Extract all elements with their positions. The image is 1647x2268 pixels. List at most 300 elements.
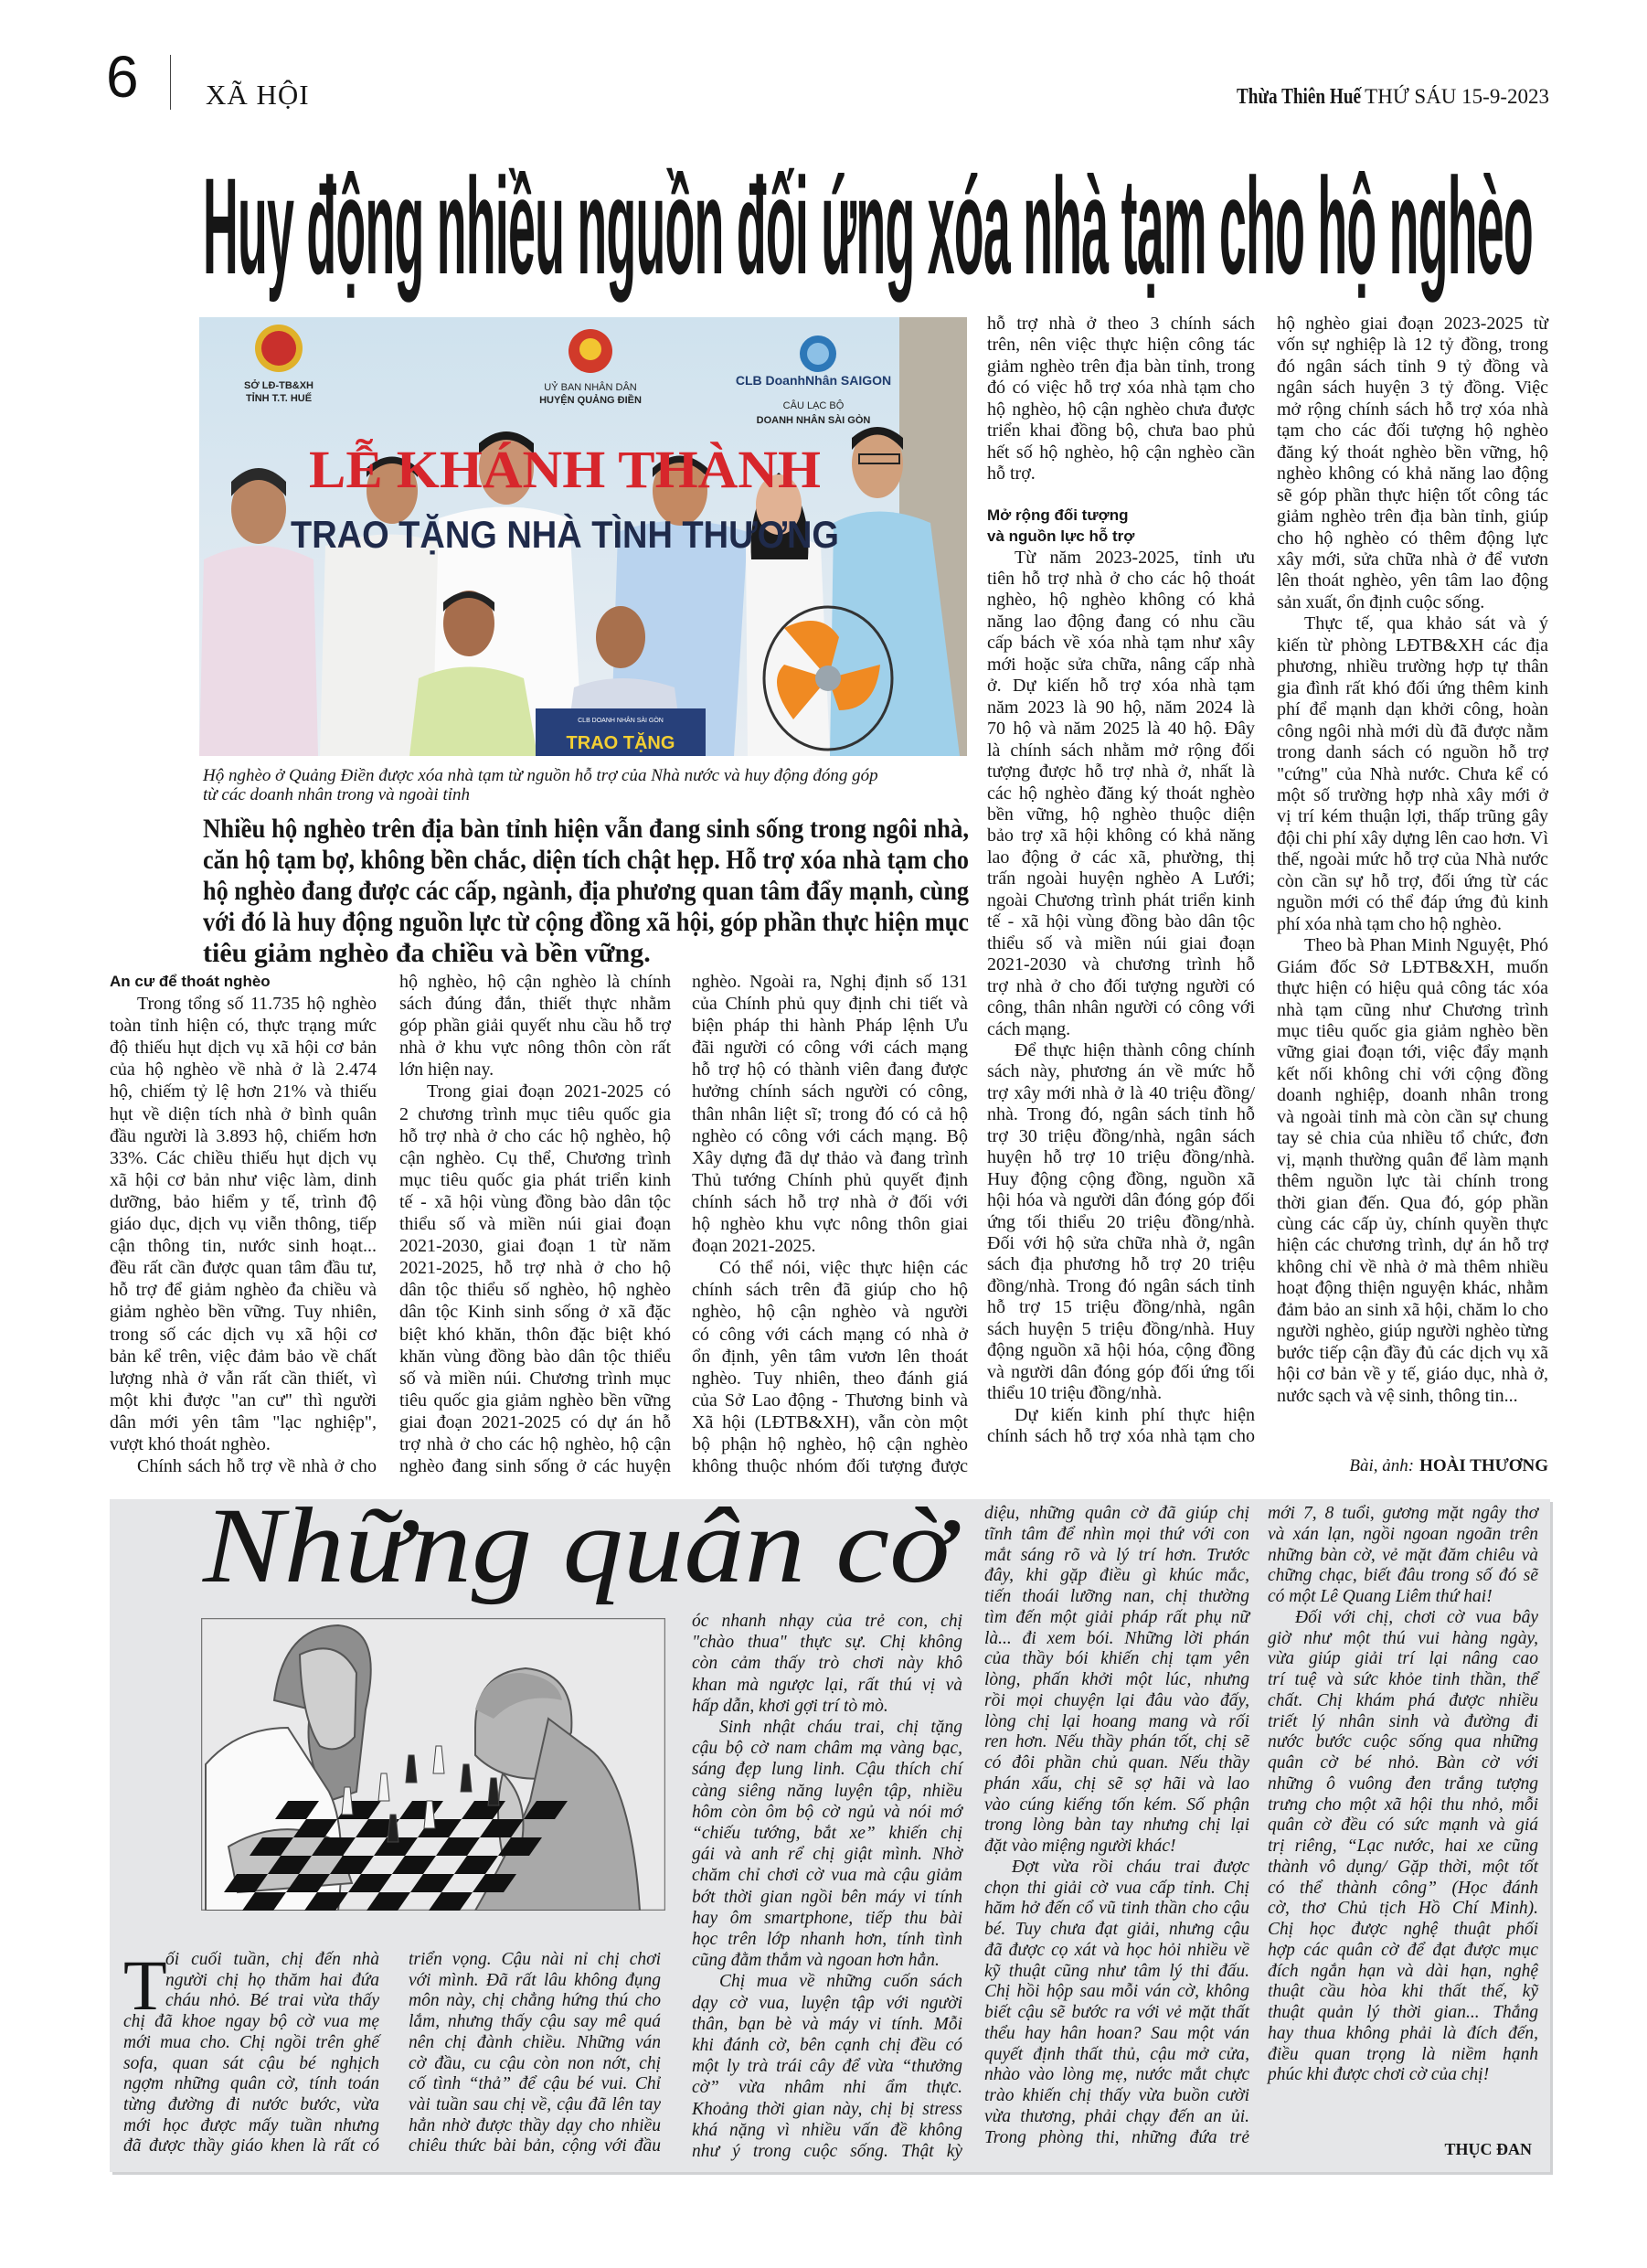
text-line-content: đăng ký thoát nghèo bền vững, hộ [1277, 442, 1548, 463]
text-line-content: của hộ nghèo về nhà ở là 2.474 [110, 1059, 377, 1081]
text-line-content: vững giai đoạn tới, việc đẩy mạnh [1277, 1042, 1548, 1063]
text-line-content: lượng nhà ở vẫn rất cần thiết, vì [110, 1368, 377, 1389]
banner-subtitle: TRAO TẶNG NHÀ TÌNH THƯƠNG [291, 513, 839, 556]
text-line-content: huyện hỗ trợ 10 triệu đồng/nhà. [987, 1147, 1255, 1168]
text-line [692, 1653, 962, 1674]
text-line [692, 1865, 962, 1886]
text-line-content: nghèo, hộ cận nghèo và người [692, 1302, 968, 1323]
text-line [1277, 1128, 1548, 1149]
text-line-content: thành vô dụng/ Gặp thời, một tốt [1268, 1857, 1538, 1877]
text-line-content: cũng đằm thắm và ngoan hơn hẳn. [692, 1951, 940, 1971]
text-line [203, 766, 971, 785]
text-line [984, 1815, 1249, 1837]
text-line [987, 1383, 1255, 1404]
text-line [692, 1632, 962, 1653]
text-line [1268, 1525, 1538, 1546]
text-line [987, 1405, 1255, 1426]
text-line-content: quân cờ bé nhỏ. Bàn cờ với [1268, 1753, 1538, 1773]
text-line-content: chính sách hỗ trợ xóa nhà tạm cho [987, 1426, 1255, 1447]
text-line-content: hợp các quân cờ để đạt được mục [1268, 1940, 1538, 1960]
text-line-content: cờ, thơ Chủ tịch Hồ Chí Minh). [1268, 1899, 1538, 1919]
text-line-content: người nghèo, giúp người nghèo từng [1277, 1321, 1548, 1342]
text-line [1268, 2065, 1538, 2086]
text-line-content: chững chạc, biết đâu trong số đó sẽ [1268, 1566, 1538, 1586]
text-line [692, 2056, 962, 2077]
text-line [692, 1611, 962, 1632]
text-line-content: Khoảng thời gian này, chị bị stress [692, 2099, 962, 2119]
text-line [987, 868, 1255, 889]
banner-title: LỄ KHÁNH THÀNH [309, 440, 821, 499]
text-line [987, 1190, 1255, 1211]
text-line-content: đãi người có công với cách mạng [692, 1038, 968, 1059]
text-line-content: Trong giai đoạn 2021-2025 có [427, 1081, 671, 1102]
text-line [399, 1433, 671, 1455]
text-line-content: phúc khi được chơi cờ của chị! [1268, 2065, 1490, 2085]
text-line [399, 1301, 671, 1323]
paper-name: Thừa Thiên Huế [1237, 85, 1362, 109]
text-line [984, 2086, 1249, 2107]
text-line [987, 335, 1255, 356]
text-line [692, 2014, 962, 2035]
article-column-1 [110, 971, 377, 1477]
org3-line1: CÂU LẠC BỘ [782, 400, 845, 411]
text-line-content: cho hộ nghèo có thêm động lực [1277, 527, 1548, 548]
text-line-content: đây, khi gặp điều gì khúc mắc, [984, 1566, 1249, 1586]
org3-line2: DOANH NHÂN SÀI GÒN [756, 415, 871, 426]
text-line [987, 783, 1255, 804]
text-line [987, 378, 1255, 399]
text-line-content: biệt khó khăn, thôn đặc biệt khó [399, 1324, 671, 1345]
text-line-content: trí tuệ và sức khỏe tinh thần, thể [1268, 1670, 1538, 1689]
text-line [984, 1525, 1249, 1546]
text-line [399, 1191, 671, 1213]
text-line [1277, 849, 1548, 870]
text-line [110, 1279, 377, 1301]
text-line [409, 2136, 661, 2157]
text-line-content: vị trí kém thuận lợi, thấp trũng gây [1277, 806, 1548, 827]
text-line-content: bớt thời gian ngồi bên máy vi tính [692, 1887, 962, 1907]
donation-sign [536, 708, 706, 756]
text-line-content: triển vọng. Cậu nài nỉ chị chơi [409, 1950, 661, 1969]
text-line-content: thêm nguồn lực tài chính trong [1277, 1171, 1548, 1192]
text-line [692, 1346, 968, 1368]
text-line-content: ren hơn. Nếu thầy phán tốt, chị sẽ [984, 1732, 1249, 1752]
text-line [987, 804, 1255, 825]
text-line-content: vốn sự nghiệp là 12 tỷ đồng, trong [1277, 335, 1548, 356]
text-line [987, 676, 1255, 697]
text-line-content: An cư để thoát nghèo [110, 973, 271, 990]
text-line [987, 1169, 1255, 1190]
text-line [987, 1040, 1255, 1061]
text-line [987, 890, 1255, 911]
text-line [987, 697, 1255, 719]
text-line [399, 1368, 671, 1390]
subheading [987, 526, 1255, 547]
text-line-content: hộ nghèo giai đoạn 2023-2025 từ [1277, 314, 1548, 334]
feature-column-4 [984, 1504, 1249, 2148]
text-line-content: trị riêng, “Lạc nước, hai xe cũng [1268, 1837, 1538, 1856]
text-line-content: "chào thua" thực sự. Chị không [692, 1633, 962, 1653]
text-line [987, 399, 1255, 421]
text-line [984, 1795, 1249, 1816]
text-line-content: độ thiếu hụt dịch vụ xã hội cơ bản [110, 1038, 377, 1059]
text-line [692, 2141, 962, 2162]
text-line-content: hội hóa và người dân đóng góp đối [987, 1190, 1255, 1211]
text-line [1268, 1795, 1538, 1816]
text-line [1277, 699, 1548, 720]
text-line [1277, 1386, 1548, 1407]
text-line [1277, 957, 1548, 978]
text-line [399, 1147, 671, 1169]
text-line [123, 1971, 379, 1992]
text-line [984, 1608, 1249, 1629]
text-line [409, 2095, 661, 2116]
article-lead [203, 814, 969, 969]
text-line [110, 1433, 377, 1455]
text-line-content: còn cảm thấy trò chơi này khô [692, 1654, 962, 1674]
text-line [203, 785, 971, 804]
text-line-content: bảo trợ xã hội không có khả năng [987, 825, 1255, 847]
text-line-content: trưng cho một xã hội thu nhỏ, mỗi [1268, 1794, 1538, 1815]
text-line-content: Hộ nghèo ở Quảng Điền được xóa nhà tạm từ nguồn hỗ trợ của Nhà nước và huy động đóng góp [203, 766, 878, 785]
text-line-content: gái và anh rể chị giật mình. Nhờ [692, 1845, 962, 1865]
text-line [1268, 1504, 1538, 1525]
text-line-content: Giám đốc Sở LĐTB&XH, muốn [1277, 956, 1548, 977]
text-line-content: khi đánh cờ, bên cạnh chị đều có [692, 2036, 962, 2056]
text-line [399, 1411, 671, 1433]
text-line [987, 1019, 1255, 1040]
text-line-content: lớn hiện nay. [399, 1059, 494, 1081]
text-line [692, 1191, 968, 1213]
text-line [692, 2077, 962, 2098]
text-line-content: Chị học được nghệ thuật phối [1268, 1920, 1538, 1939]
text-line [987, 421, 1255, 442]
text-line [1277, 485, 1548, 506]
text-line-content: hộ nghèo đang được các cấp, ngành, địa phương quan tâm đẩy mạnh, cùng [203, 876, 969, 906]
text-line [692, 971, 968, 993]
text-line-content: có công với cách mạng có nhà ở [692, 1324, 968, 1345]
text-line-content: sách này, phương án về mức hỗ [987, 1061, 1255, 1082]
text-line [110, 1125, 377, 1147]
article-column-2 [399, 971, 671, 1477]
text-line [692, 993, 968, 1015]
text-line-content: là chính sách nhằm mở rộng đối [987, 740, 1255, 761]
text-line [987, 740, 1255, 761]
text-line-content: trợ xây mới nhà ở là 40 triệu đồng/ [987, 1082, 1255, 1103]
text-line [987, 357, 1255, 378]
text-line-content: trong danh sách có nguồn hỗ trợ [1277, 742, 1548, 763]
text-line [1277, 1021, 1548, 1042]
text-line-content: sẽ góp phần thực hiện tốt công tác [1277, 484, 1548, 506]
feature-title [203, 1485, 954, 1611]
text-line-content: có đôi phần chủ quan. Nếu thầy [984, 1753, 1249, 1773]
text-line-content: Chị mua về những cuốn sách [719, 1972, 962, 1992]
text-line-content: không thuộc nhóm đối tượng được [692, 1456, 968, 1477]
text-line-content: sách huyện 5 triệu đồng/nhà. Huy [987, 1318, 1255, 1339]
text-line-content: thểu hay hân hoan? Sau một ván [984, 2023, 1249, 2043]
headline-text: Huy động nhiều nguồn đối ứng xóa nhà tạm cho hộ nghèo [203, 149, 1533, 303]
org2-line1: UỶ BAN NHÂN DÂN [544, 382, 637, 393]
headline [203, 149, 1533, 303]
text-line-content: tiêu giảm nghèo đa chiều và bền vững. [203, 938, 651, 968]
text-line-content: công, thân nhân người có công với [987, 997, 1255, 1018]
text-line-content: khan mà ngược lại, rất thú vị và [692, 1675, 962, 1695]
text-line-content: hộ, chiếm tỷ lệ hơn 21% và thiếu [110, 1081, 377, 1102]
text-line [984, 2045, 1249, 2066]
text-line-content: gia đình rất khó đối ứng thêm kinh [1277, 677, 1548, 698]
text-line [692, 1802, 962, 1823]
text-line-content: vượt khó thoát nghèo. [110, 1433, 271, 1454]
text-line [399, 1015, 671, 1037]
text-line [984, 1566, 1249, 1587]
text-line [692, 1908, 962, 1929]
text-line [987, 1212, 1255, 1233]
text-line-content: sách địa phương hỗ trợ 20 triệu [987, 1254, 1255, 1275]
text-line-content: hấp dẫn, khơi gợi trí tò mò. [692, 1696, 888, 1716]
text-line [409, 1971, 661, 1992]
text-line-content: đoạn 2021-2025. [692, 1236, 816, 1257]
text-line-content: trên, nên việc thực hiện công tác [987, 335, 1255, 356]
text-line [399, 1257, 671, 1279]
text-line-content: phán xấu, chị sẽ sợ hãi và lao [984, 1773, 1249, 1794]
text-line [984, 1732, 1249, 1753]
text-line [1277, 1193, 1548, 1214]
text-line [987, 612, 1255, 633]
text-line [1268, 1566, 1538, 1587]
text-line-content: bé. Tuy chưa đạt giải, nhưng cậu [984, 1920, 1249, 1939]
text-line [110, 1213, 377, 1235]
text-line-content: giai đoạn 2021-2025 có dự án hỗ [399, 1411, 671, 1432]
text-line-content: của thầy bói khiến chị tạm yên [984, 1649, 1249, 1669]
text-line-content: đặt vào miệng người khác! [984, 1837, 1176, 1856]
chess-illustration [201, 1618, 665, 1911]
text-line-content: các hộ nghèo đăng ký thoát nghèo [987, 783, 1255, 804]
text-line [203, 876, 969, 907]
text-line-content: kỹ thuật cũng như tâm lý thi đấu. [984, 1961, 1249, 1981]
article-column-3 [692, 971, 968, 1477]
text-line [987, 463, 1255, 484]
text-line-content: Dự kiến kinh phí thực hiện [1015, 1404, 1255, 1425]
text-line [399, 993, 671, 1015]
text-line-content: Thực tế, qua khảo sát và ý [1304, 613, 1548, 634]
text-line-content: mở rộng chính sách hỗ trợ xóa nhà [1277, 399, 1548, 420]
text-line [409, 2074, 661, 2095]
subheading [987, 505, 1255, 526]
text-line-content: nguồn mới có thể đáp ứng đủ kinh [1277, 892, 1548, 913]
text-line [1277, 378, 1548, 399]
text-line [110, 1103, 377, 1125]
text-line-content: không chỉ về nhà ở mà thêm nhiều [1277, 1256, 1548, 1277]
text-line [110, 1059, 377, 1081]
text-line [692, 2120, 962, 2141]
text-line-content: Xã hội (LĐTB&XH), vẫn còn một [692, 1411, 968, 1432]
text-line-content: mới hoặc sửa chữa, nâng cấp nhà [987, 654, 1255, 675]
text-line [399, 1235, 671, 1257]
text-line-content: xã hội cơ bản như việc làm, dinh [110, 1169, 377, 1190]
text-line [692, 1015, 968, 1037]
text-line [987, 719, 1255, 740]
text-line-content: hỗ trợ nhà ở theo 3 chính sách [987, 314, 1255, 334]
text-line-content: vừa thương, phải chạy đến an ủi. [984, 2106, 1249, 2126]
text-line-content: càng siêng năng luyện tập, nhiều [692, 1781, 962, 1801]
text-line [692, 1675, 962, 1696]
text-line-content: một số trường hợp nhà xây mới ở [1277, 784, 1548, 805]
text-line-content: phí để mạnh dạn khởi công, hoàn [1277, 699, 1548, 720]
text-line-content: trong số các dịch vụ xã hội cơ [110, 1324, 377, 1345]
masthead-info [1206, 86, 1549, 108]
text-line-content: Chị hồi hộp sau mỗi ván cờ, không [984, 1982, 1249, 2002]
text-line-content: nhà. Trong đó, ngân sách tỉnh hỗ [987, 1104, 1255, 1125]
text-line-content: năm 2023 là 90 hộ, năm 2024 là [987, 697, 1255, 718]
text-line [987, 933, 1255, 954]
text-line-content: tượng được hỗ trợ nhà ở, nhất là [987, 761, 1255, 783]
text-line [692, 1823, 962, 1844]
text-line [987, 1147, 1255, 1168]
text-line [1268, 1670, 1538, 1691]
text-line-content: một khi được "an cư" thì người [110, 1390, 377, 1411]
text-line-content: hay thua không phải là đích đến, [1268, 2023, 1538, 2043]
text-line-content: nhào vào lòng mẹ, nước mắt chực [984, 2065, 1249, 2085]
text-line [692, 1759, 962, 1780]
text-line-content: tiêu quốc gia giảm nghèo bền vững [399, 1390, 671, 1411]
text-line [1277, 421, 1548, 442]
text-line-content: hết số hộ nghèo, hộ cận nghèo cần [987, 442, 1255, 463]
text-line [123, 1950, 379, 1971]
text-line [984, 1941, 1249, 1962]
text-line [984, 1546, 1249, 1567]
org3-logo-text: CLB DoanhNhân SAIGON [735, 373, 892, 388]
text-line [987, 1362, 1255, 1383]
text-line [1268, 1546, 1538, 1567]
text-line [984, 1649, 1249, 1670]
text-line [1268, 1608, 1538, 1629]
text-line [1277, 1364, 1548, 1385]
text-line-content: chất. Chị khám phá được nhiều [1268, 1690, 1538, 1710]
text-line-content: và nguồn lực hỗ trợ [987, 527, 1135, 546]
text-line-content: điều quan trọng là niềm hạnh [1268, 2044, 1538, 2064]
text-line-content: quân cờ đều có sức mạnh và giá [1268, 1815, 1538, 1836]
text-line [692, 1887, 962, 1908]
text-line [1277, 1042, 1548, 1063]
text-line-content: thiểu 10 triệu đồng/nhà. [987, 1383, 1163, 1404]
text-line-content: phương, nhiều trường hợp tự thân [1277, 656, 1548, 677]
text-line-content: góp phần giải quyết nhu cầu hỗ trợ [399, 1016, 671, 1037]
text-line-content: học trên lớp nhanh hơn, tính tình [692, 1930, 962, 1950]
text-line-content: biện pháp thi hành Pháp lệnh Ưu [692, 1016, 968, 1037]
text-line-content: một ly trà trái cây để vừa “thưởng [692, 2057, 962, 2077]
text-line [110, 1301, 377, 1323]
text-line [1277, 1150, 1548, 1171]
text-line [984, 1837, 1249, 1858]
text-line [1268, 1629, 1538, 1650]
text-line-content: thời gian đến. Qua đó, góp phần [1277, 1192, 1548, 1213]
text-line [692, 1235, 968, 1257]
text-line-content: với đó là huy động nguồn lực từ cộng đồng xã hội, góp phần thực hiện mục [203, 907, 969, 937]
feature-column-5 [1268, 1504, 1538, 2086]
text-line [409, 1950, 661, 1971]
text-line [692, 1717, 962, 1738]
text-line [984, 1753, 1249, 1774]
text-line-content: chính sách trên đã giúp cho hộ [692, 1280, 968, 1301]
text-line-content: hộ nghèo khu vực nông thôn giai [692, 1214, 968, 1235]
text-line-content: khăn vùng đồng bào dân tộc thiểu [399, 1346, 671, 1367]
text-line [692, 1971, 962, 1992]
text-line [123, 2074, 379, 2095]
text-line [203, 814, 969, 845]
text-line-content: ở. Dự kiến hỗ trợ xóa nhà tạm [987, 676, 1255, 697]
text-line [123, 2012, 379, 2033]
text-line [987, 1126, 1255, 1147]
text-line-content: hăm hở đến cổ vũ tinh thần cho cậu [984, 1899, 1249, 1919]
text-line [1268, 2024, 1538, 2045]
text-line-content: thân nhân liệt sĩ; trong đó có cả hộ [692, 1103, 968, 1124]
text-line [984, 2003, 1249, 2024]
text-line-content: thuật cầu hòa khi thất thế, kỹ [1268, 1982, 1538, 2002]
text-line [984, 1962, 1249, 1983]
text-line-content: đội chi phí xây dựng lên cao hơn. Vì [1277, 827, 1548, 848]
text-line [1277, 656, 1548, 677]
text-line [1277, 1107, 1548, 1128]
text-line [1268, 1941, 1538, 1962]
text-line [987, 1254, 1255, 1275]
text-line-content: và xán lạn, ngồi ngoan ngoãn trên [1268, 1524, 1538, 1544]
text-line-content: có thể thành công” (Học đánh [1268, 1878, 1538, 1898]
text-line [692, 1368, 968, 1390]
national-emblem-icon [568, 329, 612, 373]
text-line-content: dân mới yên tâm "lạc nghiệp", [110, 1411, 377, 1432]
text-line-content: Xây dựng đã dự thảo và đang trình [692, 1147, 968, 1168]
text-line [1277, 1343, 1548, 1364]
text-line-content: dân tộc Kinh sinh sống ở xã đặc [399, 1302, 671, 1323]
text-line [987, 655, 1255, 676]
text-line [110, 1368, 377, 1390]
text-line [110, 1015, 377, 1037]
text-line [1277, 785, 1548, 806]
text-line [692, 1301, 968, 1323]
byline-label: Bài, ảnh: [1349, 1456, 1415, 1475]
text-line [1277, 678, 1548, 699]
text-line-content: là... đi xem bói. Những lời phán [984, 1628, 1249, 1648]
text-line-content: 2021-2025, hỗ trợ nhà ở cho hộ [399, 1258, 671, 1279]
text-line [987, 1233, 1255, 1254]
text-line-content: vị, mạnh thường quân để làm mạnh [1277, 1149, 1548, 1170]
text-line-content: cận nghèo. Cụ thể, Chương trình [399, 1147, 671, 1168]
text-line [1268, 1858, 1538, 1879]
text-line [692, 1081, 968, 1102]
text-line [1277, 570, 1548, 591]
text-line [1268, 1837, 1538, 1858]
text-line-content: tiên hỗ trợ nhà ở cho các hộ thoát [987, 568, 1255, 589]
text-line [692, 1696, 962, 1717]
byline-author: HOÀI THƯƠNG [1419, 1456, 1548, 1475]
text-line [1268, 1879, 1538, 1900]
text-line-content: rồi mọi chuyện lại đâu vào đấy, [984, 1690, 1249, 1710]
text-line-content: giờ như một thú vui hàng ngày, [1268, 1628, 1538, 1648]
text-line [984, 1712, 1249, 1733]
text-line-content: Sinh nhật cháu trai, chị tặng [719, 1718, 962, 1738]
text-line [1277, 528, 1548, 549]
text-line-content: tìm đến một giải pháp rất phụ nữ [984, 1607, 1249, 1627]
text-line [409, 2033, 661, 2054]
text-line [1268, 1587, 1538, 1608]
text-line-content: xây mới, sửa chữa nhà ở để vươn [1277, 548, 1548, 570]
text-line-content: ngoài Chương trình phát triển kinh [987, 889, 1255, 910]
text-line-content: có một Lê Quang Liêm thứ hai! [1268, 1587, 1493, 1606]
text-line [1268, 1712, 1538, 1733]
text-line [409, 2054, 661, 2075]
text-line [399, 1081, 671, 1102]
text-line [110, 1324, 377, 1346]
